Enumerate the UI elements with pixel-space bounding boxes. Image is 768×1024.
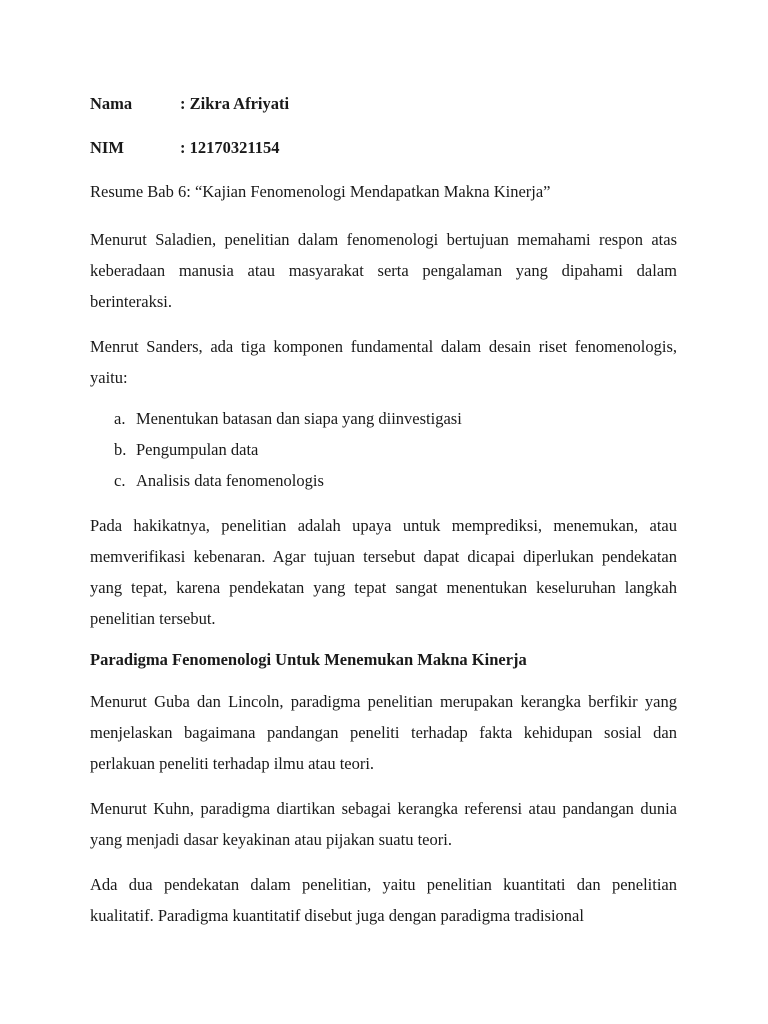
section-heading: Paradigma Fenomenologi Untuk Menemukan Makna Kinerja (90, 650, 527, 669)
document-page (90, 92, 677, 931)
list-item-text: Analisis data fenomenologis (136, 471, 324, 490)
nim-label: NIM (90, 138, 124, 157)
paragraph-saladien: Menurut Saladien, penelitian dalam fenomenologi bertujuan memahami respon atas keberadaan manusia atau masyarakat serta pengalaman yang dipahami dalam berinteraksi. (90, 230, 677, 311)
resume-title: Resume Bab 6: “Kajian Fenomenologi Mendapatkan Makna Kinerja” (90, 182, 551, 201)
list-marker: b. (114, 440, 127, 459)
nim-row (90, 136, 677, 160)
nim-value: : 12170321154 (180, 138, 280, 157)
paragraph-guba-lincoln: Menurut Guba dan Lincoln, paradigma penelitian merupakan kerangka berfikir yang menjelaskan bagaimana pandangan peneliti terhadap fakta kehidupan sosial dan perlakuan peneliti terhadap ilmu atau teori. (90, 692, 677, 773)
list-item (114, 403, 677, 434)
list-marker: c. (114, 471, 126, 490)
nama-label: Nama (90, 94, 133, 113)
nama-value: : Zikra Afriyati (180, 94, 290, 113)
list-item (114, 434, 677, 465)
list-item (114, 465, 677, 496)
nama-row (90, 92, 677, 116)
list-item-text: Pengumpulan data (136, 440, 259, 459)
list-marker: a. (114, 409, 126, 428)
paragraph-hakikat: Pada hakikatnya, penelitian adalah upaya untuk memprediksi, menemukan, atau memverifikasi kebenaran. Agar tujuan tersebut dapat dicapai diperlukan pendekatan yang tepat, karena pendekatan yang tepat sangat menentukan keseluruhan langkah penelitian tersebut. (90, 516, 677, 628)
paragraph-kuhn: Menurut Kuhn, paradigma diartikan sebagai kerangka referensi atau pandangan dunia yang menjadi dasar keyakinan atau pijakan suatu teori. (90, 799, 677, 849)
paragraph-sanders: Menrut Sanders, ada tiga komponen fundamental dalam desain riset fenomenologis, yaitu: (90, 337, 677, 387)
list-item-text: Menentukan batasan dan siapa yang diinvestigasi (136, 409, 462, 428)
paragraph-pendekatan: Ada dua pendekatan dalam penelitian, yaitu penelitian kuantitati dan penelitian kualitatif. Paradigma kuantitatif disebut juga dengan paradigma tradisional (90, 875, 677, 925)
component-list (90, 403, 677, 496)
